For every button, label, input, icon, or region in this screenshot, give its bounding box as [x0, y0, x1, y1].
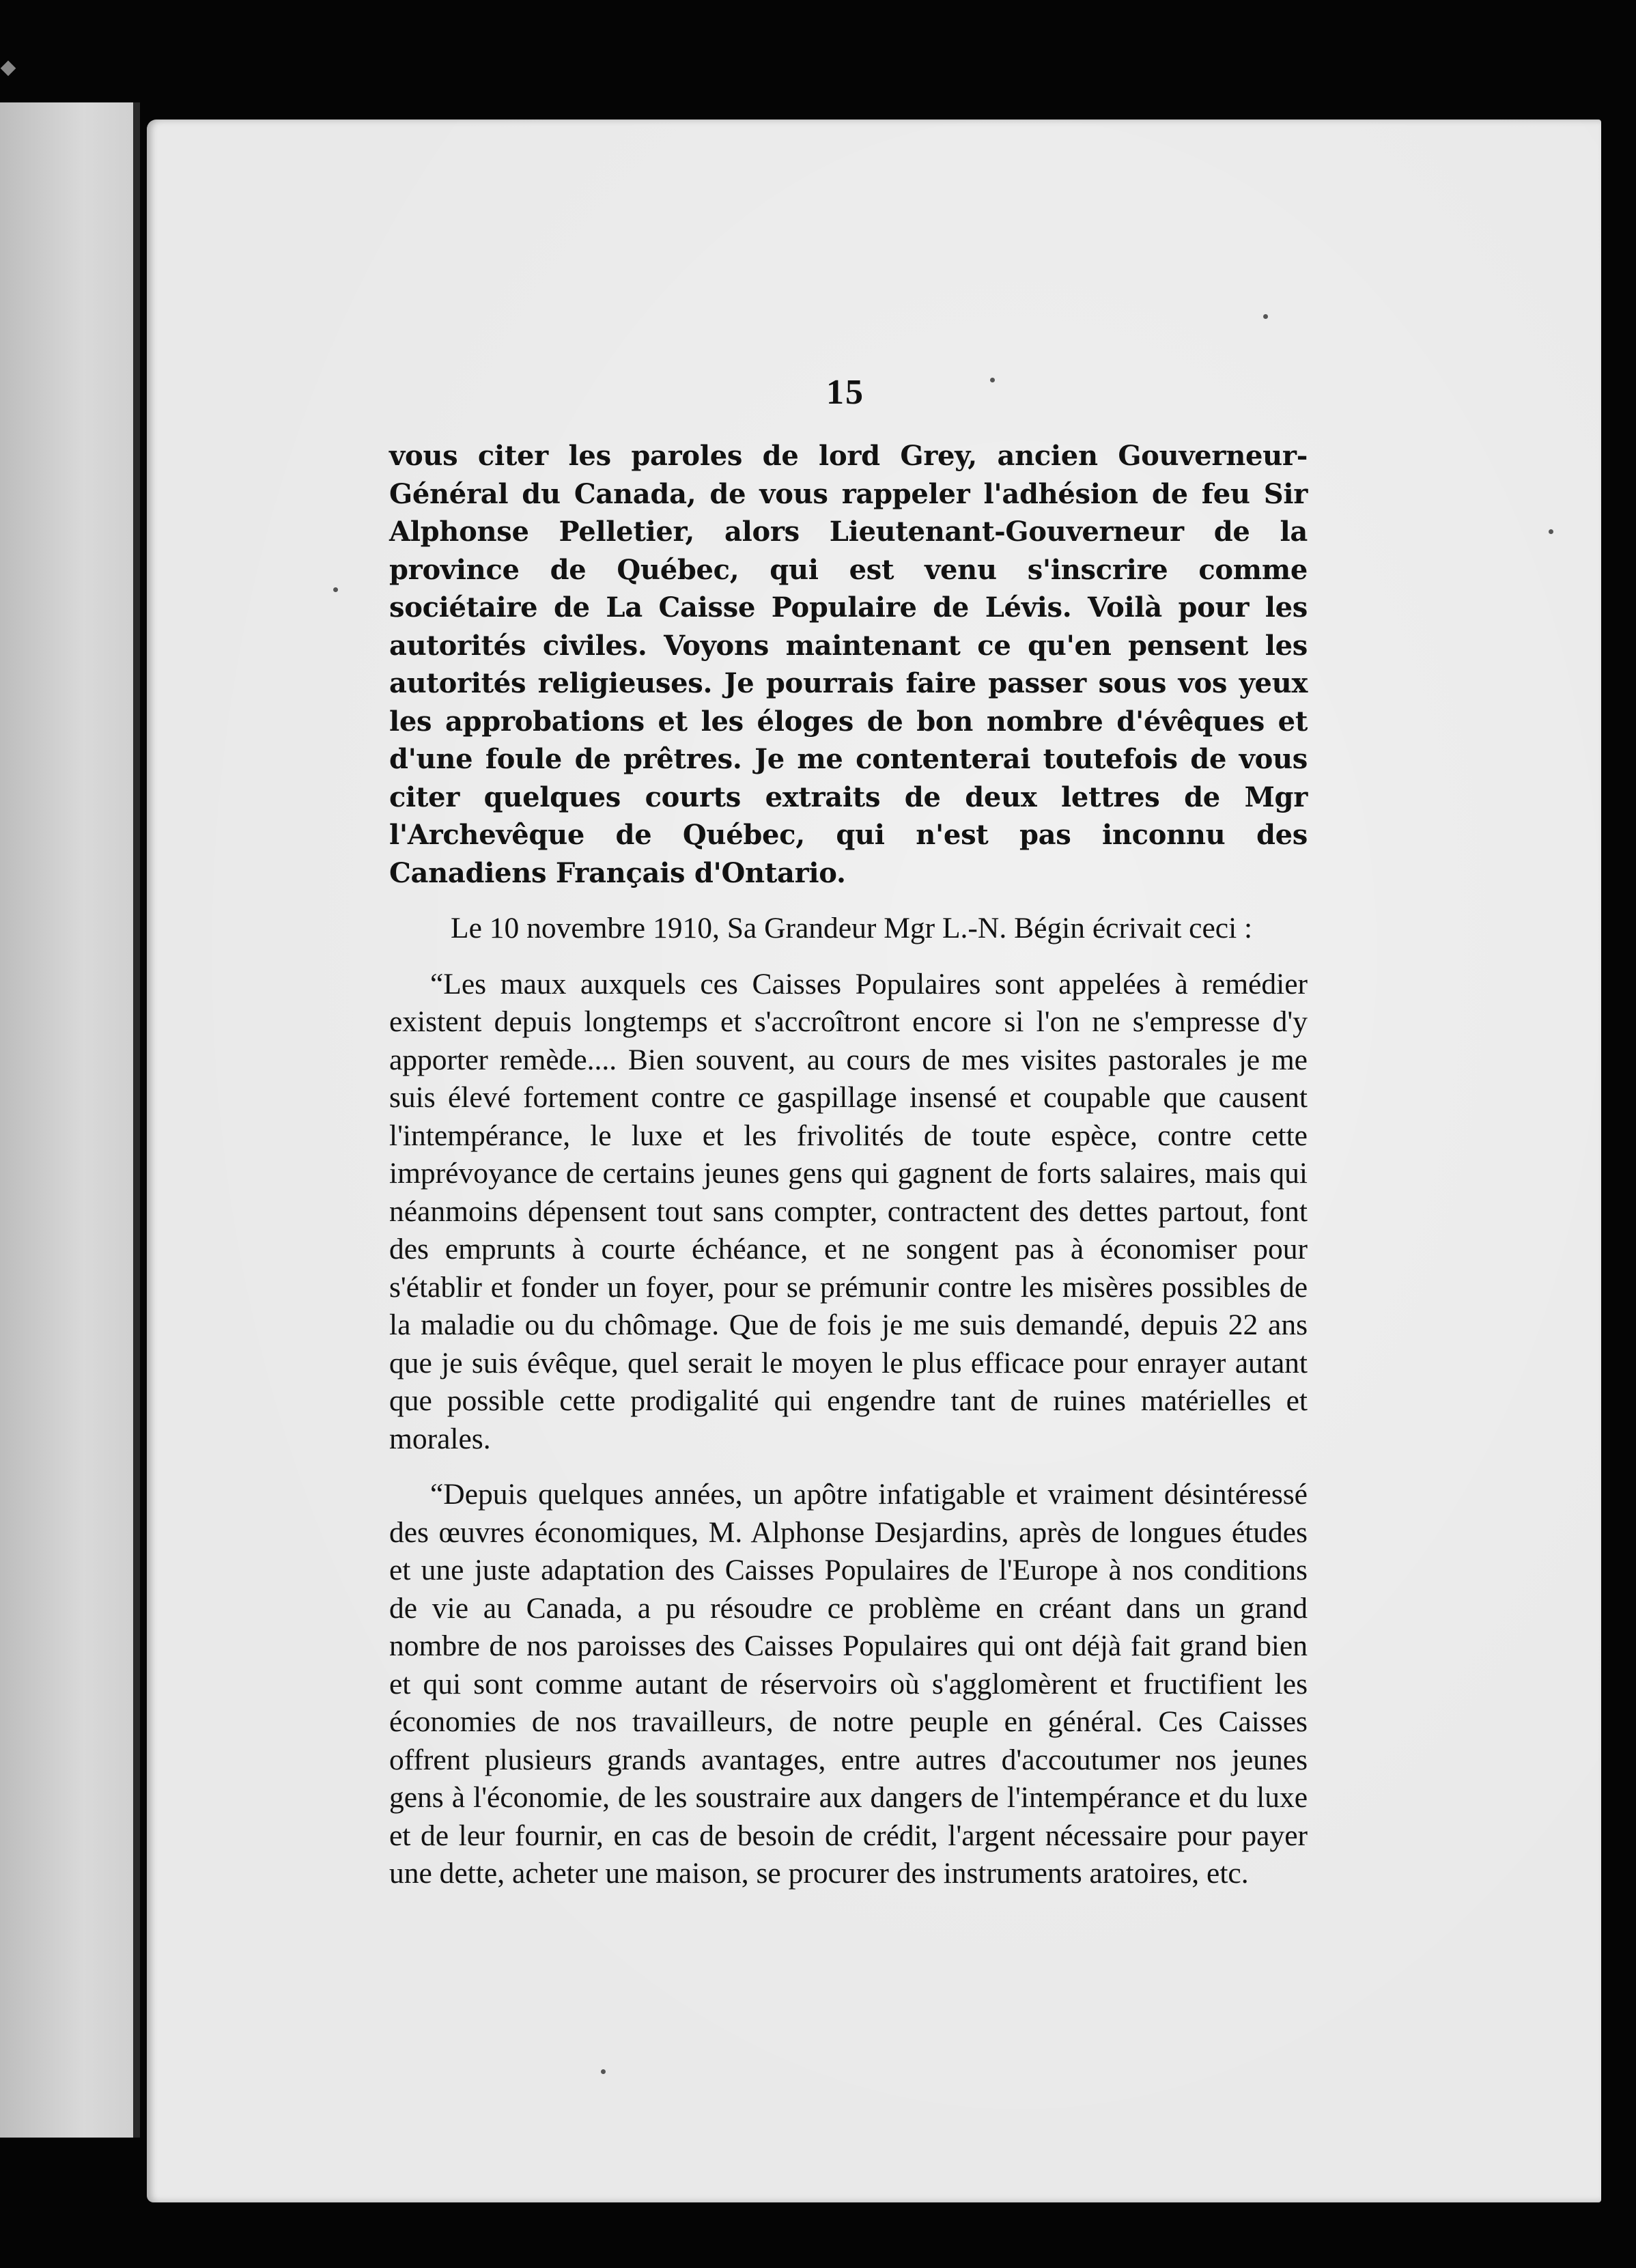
page-gutter: [133, 102, 140, 2138]
dust-speck: [990, 378, 995, 382]
dust-speck: [1549, 529, 1553, 534]
dust-speck: [1263, 314, 1268, 319]
scan-corner-mark: [1, 61, 16, 76]
paragraph-quote-1: “Les maux auxquels ces Caisses Populaires sont appelées à remédier existent depuis longtemps et s'accroîtront encore si l'on ne s'empresse d'y apporter remède.... Bien souvent, au cours de mes visites pastorales je me suis élevé fortement contre ce gaspillage insensé et coupable que causent l'intempérance, le luxe et les frivolités de toute espèce, contre cette imprévoyance de certains jeunes gens qui gagnent de forts salaires, mais qui néanmoins dépensent tout sans compter, contractent des dettes partout, font des emprunts à courte échéance, et ne songent pas à économiser pour s'établir et fonder un foyer, pour se prémunir contre les misères possibles de la maladie ou du chômage. Que de fois je me suis demandé, depuis 22 ans que je suis évêque, quel serait le moyen le plus efficace pour enrayer autant que possible cette prodigalité qui engendre tant de ruines matérielles et morales.: [389, 967, 1308, 1455]
paragraph-date: Le 10 novembre 1910, Sa Grandeur Mgr L.-N. Bégin écrivait ceci :: [451, 912, 1253, 944]
facing-page-edge: [0, 102, 140, 2138]
paragraph-quote-2: “Depuis quelques années, un apôtre infatigable et vraiment désintéressé des œuvres économiques, M. Alphonse Desjardins, après de longues études et une juste adaptation des Caisses Populaires de l'Europe à nos conditions de vie au Canada, a pu résoudre ce problème en créant dans un grand nombre de nos paroisses des Caisses Populaires qui ont déjà fait grand bien et qui sont comme autant de réservoirs où s'agglomèrent et fructifient les économies de nos travailleurs, de notre peuple en général. Ces Caisses offrent plusieurs grands avantages, entre autres d'accoutumer nos jeunes gens à l'économie, de les soustraire aux dangers de l'intempérance et du luxe et de leur fournir, en cas de besoin de crédit, l'argent nécessaire pour payer une dette, acheter une maison, se procurer des instruments aratoires, etc.: [389, 1478, 1308, 1890]
page-number: 15: [826, 373, 864, 412]
paragraph-intro: vous citer les paroles de lord Grey, ancien Gouverneur-Général du Canada, de vous rappeler l'adhésion de feu Sir Alphonse Pelletier, alors Lieutenant-Gouverneur de la province de Québec, qui est venu s'inscrire comme sociétaire de La Caisse Populaire de Lévis. Voilà pour les autorités civiles. Voyons maintenant ce qu'en pensent les autorités religieuses. Je pourrais faire passer sous vos yeux les approbations et les éloges de bon nombre d'évêques et d'une foule de prêtres. Je me contenterai toutefois de vous citer quelques courts extraits de deux lettres de Mgr l'Archevêque de Québec, qui n'est pas inconnu des Canadiens Français d'Ontario.: [389, 440, 1308, 889]
dust-speck: [333, 587, 338, 592]
dust-speck: [601, 2069, 606, 2074]
body-text: [389, 437, 1308, 1893]
